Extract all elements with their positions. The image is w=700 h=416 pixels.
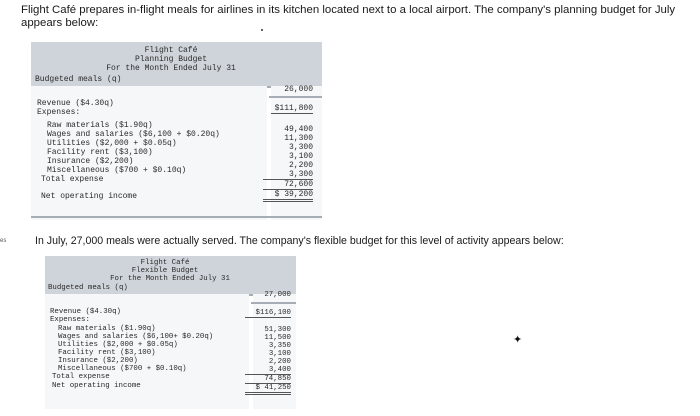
value-separator [251, 302, 296, 304]
problem-intro-text: Flight Café prepares in-flight meals for airlines in its kitchen located next to a local airport. The company's planning budget for July appears below: [21, 4, 676, 29]
flexible-budget-table [45, 256, 296, 409]
planning-budget-table [31, 42, 322, 220]
expense-misc-label: Miscellaneous ($700 + $0.10q) [47, 166, 187, 175]
revenue-label: Revenue ($4.30q) [50, 308, 121, 316]
expense-utilities-value: 3,300 [288, 143, 313, 152]
expense-insurance-value: 2,200 [288, 161, 313, 170]
expenses-label: Expenses: [37, 108, 81, 117]
budgeted-meals-label: Budgeted meals (q) [35, 75, 122, 84]
budgeted-meals-label: Budgeted meals (q) [48, 284, 128, 292]
expenses-label: Expenses: [50, 316, 90, 324]
budget-period: For the Month Ended July 31 [110, 275, 230, 283]
budgeted-meals-value: 26,000 [284, 85, 313, 94]
net-income-value: $ 39,200 [263, 191, 313, 202]
mouse-cursor-icon: ✦ [513, 334, 523, 346]
net-income-label: Net operating income [41, 192, 138, 201]
expense-facility-rent-value: 3,100 [268, 350, 291, 358]
expense-utilities-label: Utilities ($2,000 + $0.05q) [58, 341, 178, 349]
total-expense-value: 74,850 [245, 375, 291, 384]
expense-raw-materials-value: 51,300 [264, 326, 291, 334]
net-income-value: $ 41,250 [245, 384, 291, 395]
budget-period: For the Month Ended July 31 [106, 64, 236, 73]
expense-utilities-value: 3,350 [268, 342, 291, 350]
cropped-margin-text: es [0, 238, 7, 244]
expense-facility-rent-label: Facility rent ($3,100) [58, 349, 156, 357]
revenue-label: Revenue ($4.30q) [37, 99, 114, 108]
flexible-budget-intro-text: In July, 27,000 meals were actually served. The company's flexible budget for this level of activity appears below: [35, 235, 564, 247]
company-name: Flight Café [144, 46, 198, 55]
total-expense-label: Total expense [41, 175, 104, 184]
expense-raw-materials-label: Raw materials ($1.90q) [47, 121, 153, 130]
table-bottom-rule [31, 216, 322, 218]
revenue-value: $111,800 [271, 105, 313, 114]
total-expense-label: Total expense [52, 373, 110, 381]
value-separator [269, 96, 322, 98]
budget-title: Planning Budget [134, 55, 207, 64]
total-expense-value: 72,600 [263, 181, 313, 190]
expense-facility-rent-label: Facility rent ($3,100) [47, 148, 153, 157]
expense-insurance-label: Insurance ($2,200) [58, 357, 138, 365]
expense-misc-value: 3,300 [263, 171, 313, 180]
expense-misc-value: 3,400 [245, 366, 291, 375]
expense-raw-materials-value: 49,400 [284, 125, 313, 134]
expense-wages-value: 11,300 [284, 134, 313, 143]
expense-insurance-label: Insurance ($2,200) [47, 157, 134, 166]
net-income-label: Net operating income [52, 382, 141, 390]
expense-facility-rent-value: 3,100 [288, 152, 313, 161]
expense-misc-label: Miscellaneous ($700 + $0.10q) [58, 365, 187, 373]
expense-utilities-label: Utilities ($2,000 + $0.05q) [47, 139, 177, 148]
budget-title: Flexible Budget [131, 267, 199, 275]
planning-budget-header [31, 42, 322, 88]
budgeted-meals-value: 27,000 [264, 291, 291, 299]
flexible-budget-header [45, 256, 296, 296]
revenue-value: $116,100 [245, 309, 291, 318]
expense-wages-value: 11,500 [264, 334, 291, 342]
expense-insurance-value: 2,200 [268, 358, 291, 366]
company-name: Flight Café [140, 259, 190, 267]
expense-wages-label: Wages and salaries ($6,100 + $0.20q) [47, 130, 220, 139]
stray-dot-mark [261, 29, 263, 31]
expense-wages-label: Wages and salaries ($6,100+ $0.20q) [58, 333, 214, 341]
expense-raw-materials-label: Raw materials ($1.90q) [58, 325, 156, 333]
